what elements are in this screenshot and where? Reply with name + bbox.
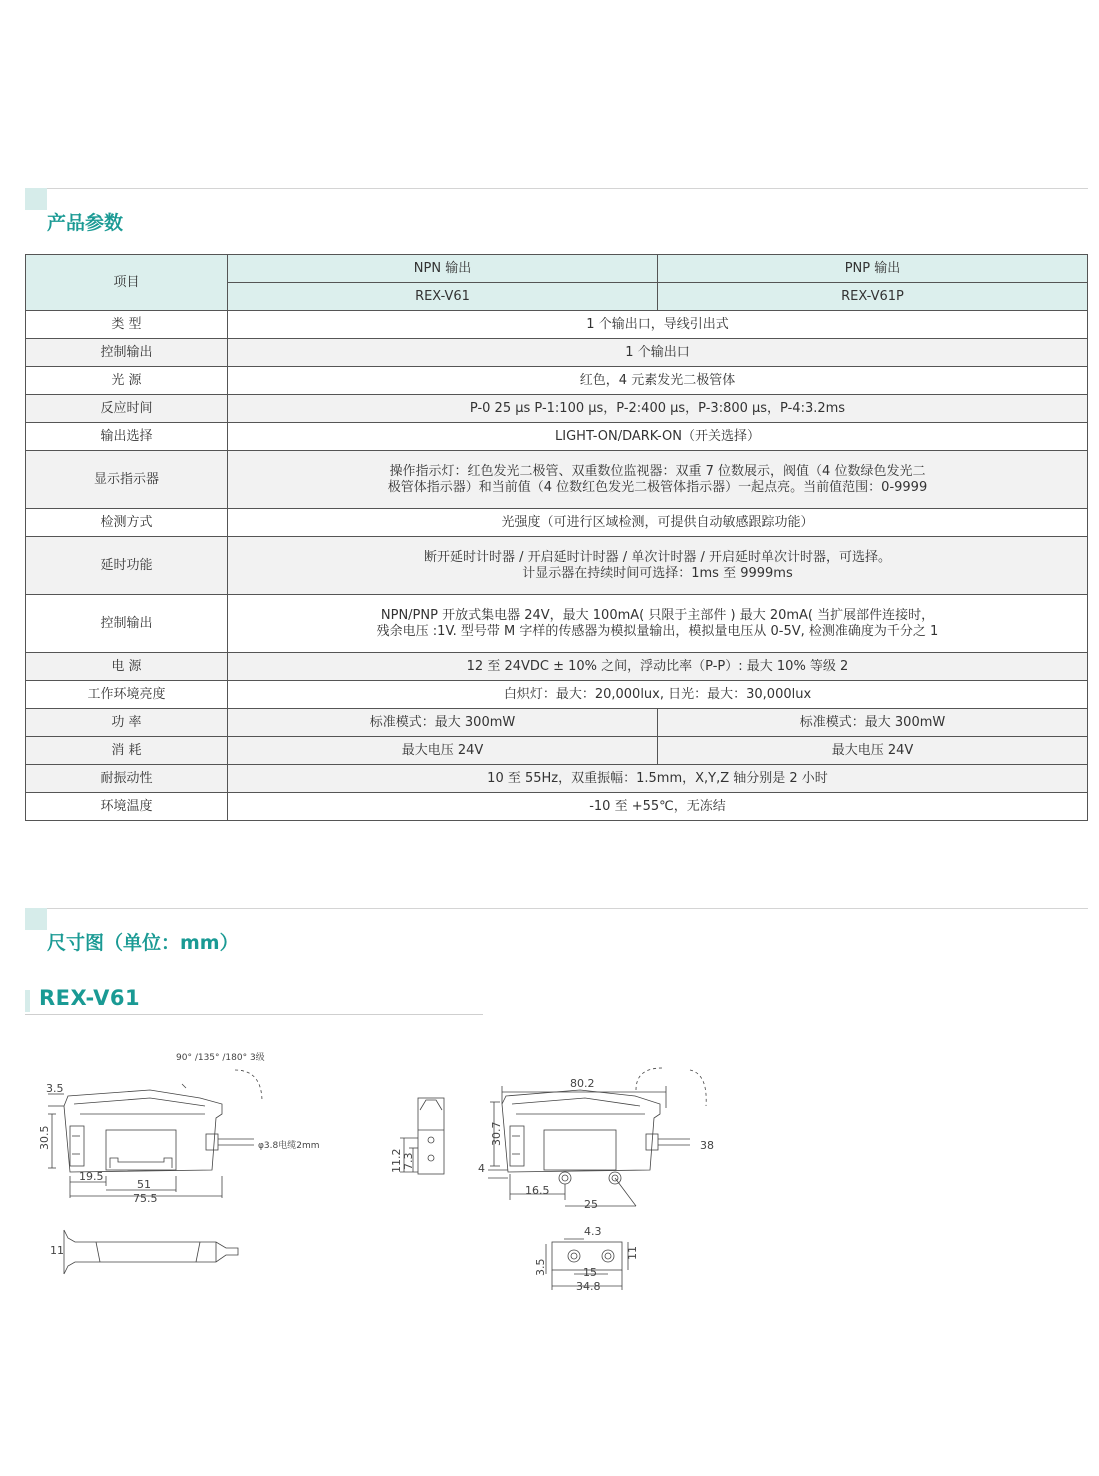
dim-label: 38	[700, 1139, 714, 1152]
header-pnp-model: REX-V61P	[658, 283, 1088, 311]
table-row	[26, 311, 1088, 339]
row-value-line: 操作指示灯：红色发光二极管、双重数位监视器：双重 7 位数展示，阀值（4 位数绿色发光二	[389, 463, 926, 479]
header-npn: NPN 输出	[228, 255, 658, 283]
row-value: 光强度（可进行区域检测，可提供自动敏感跟踪功能）	[228, 509, 1088, 537]
row-label: 耐振动性	[26, 765, 228, 793]
row-value: LIGHT-ON/DARK-ON（开关选择）	[228, 423, 1088, 451]
table-row	[26, 423, 1088, 451]
row-label: 延时功能	[26, 537, 228, 595]
row-label: 类 型	[26, 311, 228, 339]
table-row	[26, 339, 1088, 367]
model-title: REX-V61	[39, 986, 141, 1010]
table-row	[26, 765, 1088, 793]
left-bottom-view	[64, 1230, 238, 1274]
model-divider	[25, 1014, 483, 1015]
dim-label: 3.5	[534, 1258, 547, 1276]
table-row	[26, 395, 1088, 423]
row-label: 消 耗	[26, 737, 228, 765]
row-value-line: NPN/PNP 开放式集电器 24V，最大 100mA( 只限于主部件 ) 最大 20mA( 当扩展部件连接时，	[380, 607, 935, 623]
row-value: 1 个输出口，导线引出式	[228, 311, 1088, 339]
right-side-view	[488, 1068, 706, 1206]
row-value: 1 个输出口	[228, 339, 1088, 367]
dim-label: 16.5	[525, 1184, 550, 1197]
row-label: 控制输出	[26, 595, 228, 653]
header-item: 项目	[26, 255, 228, 311]
table-row	[26, 737, 1088, 765]
row-value	[228, 451, 1088, 509]
table-row	[26, 509, 1088, 537]
dim-label: 25	[584, 1198, 598, 1211]
row-label: 输出选择	[26, 423, 228, 451]
angle-note: 90° /135° /180° 3级	[176, 1053, 265, 1063]
model-marker	[25, 990, 30, 1012]
table-row	[26, 595, 1088, 653]
table-row	[26, 367, 1088, 395]
row-value-line: 断开延时计时器 / 开启延时计时器 / 单次计时器 / 开启延时单次计时器，可选择。	[424, 549, 891, 565]
dimension-drawings	[0, 1030, 1099, 1310]
row-value: P-0 25 μs P-1:100 μs，P-2:400 μs，P-3:800 μs，P-4:3.2ms	[228, 395, 1088, 423]
dim-label: 4.3	[584, 1225, 602, 1238]
row-label: 功 率	[26, 709, 228, 737]
table-header-row	[26, 255, 1088, 283]
row-label: 显示指示器	[26, 451, 228, 509]
row-value: 红色，4 元素发光二极管体	[228, 367, 1088, 395]
table-row	[26, 537, 1088, 595]
header-pnp: PNP 输出	[658, 255, 1088, 283]
row-value-line: 极管体指示器）和当前值（4 位数红色发光二极管体指示器）一起点亮。当前值范围：0-9999	[387, 479, 928, 495]
table-row	[26, 681, 1088, 709]
dim-label: 30.5	[38, 1125, 51, 1150]
header-npn-model: REX-V61	[228, 283, 658, 311]
dim-label: 19.5	[79, 1170, 104, 1183]
row-label: 检测方式	[26, 509, 228, 537]
table-row	[26, 793, 1088, 821]
row-label: 光 源	[26, 367, 228, 395]
section-header-dimensions	[25, 908, 1088, 958]
dim-label: 11.2	[390, 1148, 403, 1173]
row-value-line: 计显示器在持续时间可选择：1ms 至 9999ms	[522, 565, 793, 581]
dim-label: 75.5	[133, 1192, 158, 1205]
row-label: 控制输出	[26, 339, 228, 367]
model-header	[25, 986, 483, 1016]
section-divider	[47, 188, 1088, 189]
row-value: 10 至 55Hz，双重振幅：1.5mm，X,Y,Z 轴分别是 2 小时	[228, 765, 1088, 793]
dim-label: 51	[137, 1178, 151, 1191]
row-value-npn: 最大电压 24V	[228, 737, 658, 765]
row-label: 电 源	[26, 653, 228, 681]
section-title-params: 产品参数	[47, 212, 124, 234]
dim-label: 3.5	[46, 1082, 64, 1095]
dim-label: 34.8	[576, 1280, 601, 1293]
dim-label: 11	[50, 1244, 64, 1257]
row-value-line: 残余电压 :1V. 型号带 M 字样的传感器为模拟量输出，模拟量电压从 0-5V, 检测准确度为千分之 1	[376, 623, 939, 639]
row-value-pnp: 最大电压 24V	[658, 737, 1088, 765]
row-label: 工作环境亮度	[26, 681, 228, 709]
cable-note: φ3.8电缆2mm	[258, 1141, 320, 1151]
section-marker	[25, 908, 47, 930]
spec-table	[25, 254, 1088, 821]
row-value: -10 至 +55℃，无冻结	[228, 793, 1088, 821]
table-row	[26, 653, 1088, 681]
row-value: 白炽灯：最大：20,000lux, 日光：最大：30,000lux	[228, 681, 1088, 709]
dim-label: 15	[583, 1266, 597, 1279]
row-value	[228, 595, 1088, 653]
row-value: 12 至 24VDC ± 10% 之间，浮动比率（P-P）: 最大 10% 等级 2	[228, 653, 1088, 681]
dim-label: 11	[626, 1246, 639, 1260]
row-value-npn: 标准模式：最大 300mW	[228, 709, 658, 737]
row-label: 环境温度	[26, 793, 228, 821]
section-marker	[25, 188, 47, 210]
dim-label: 4	[478, 1162, 485, 1175]
section-header-params	[25, 188, 1088, 238]
row-label: 反应时间	[26, 395, 228, 423]
table-row	[26, 451, 1088, 509]
section-divider	[47, 908, 1088, 909]
dim-label: 7.3	[402, 1152, 415, 1170]
table-row	[26, 709, 1088, 737]
row-value	[228, 537, 1088, 595]
section-title-dimensions: 尺寸图（单位：mm）	[47, 932, 239, 954]
dim-label: 30.7	[490, 1121, 503, 1146]
row-value-pnp: 标准模式：最大 300mW	[658, 709, 1088, 737]
dim-label: 80.2	[570, 1077, 595, 1090]
